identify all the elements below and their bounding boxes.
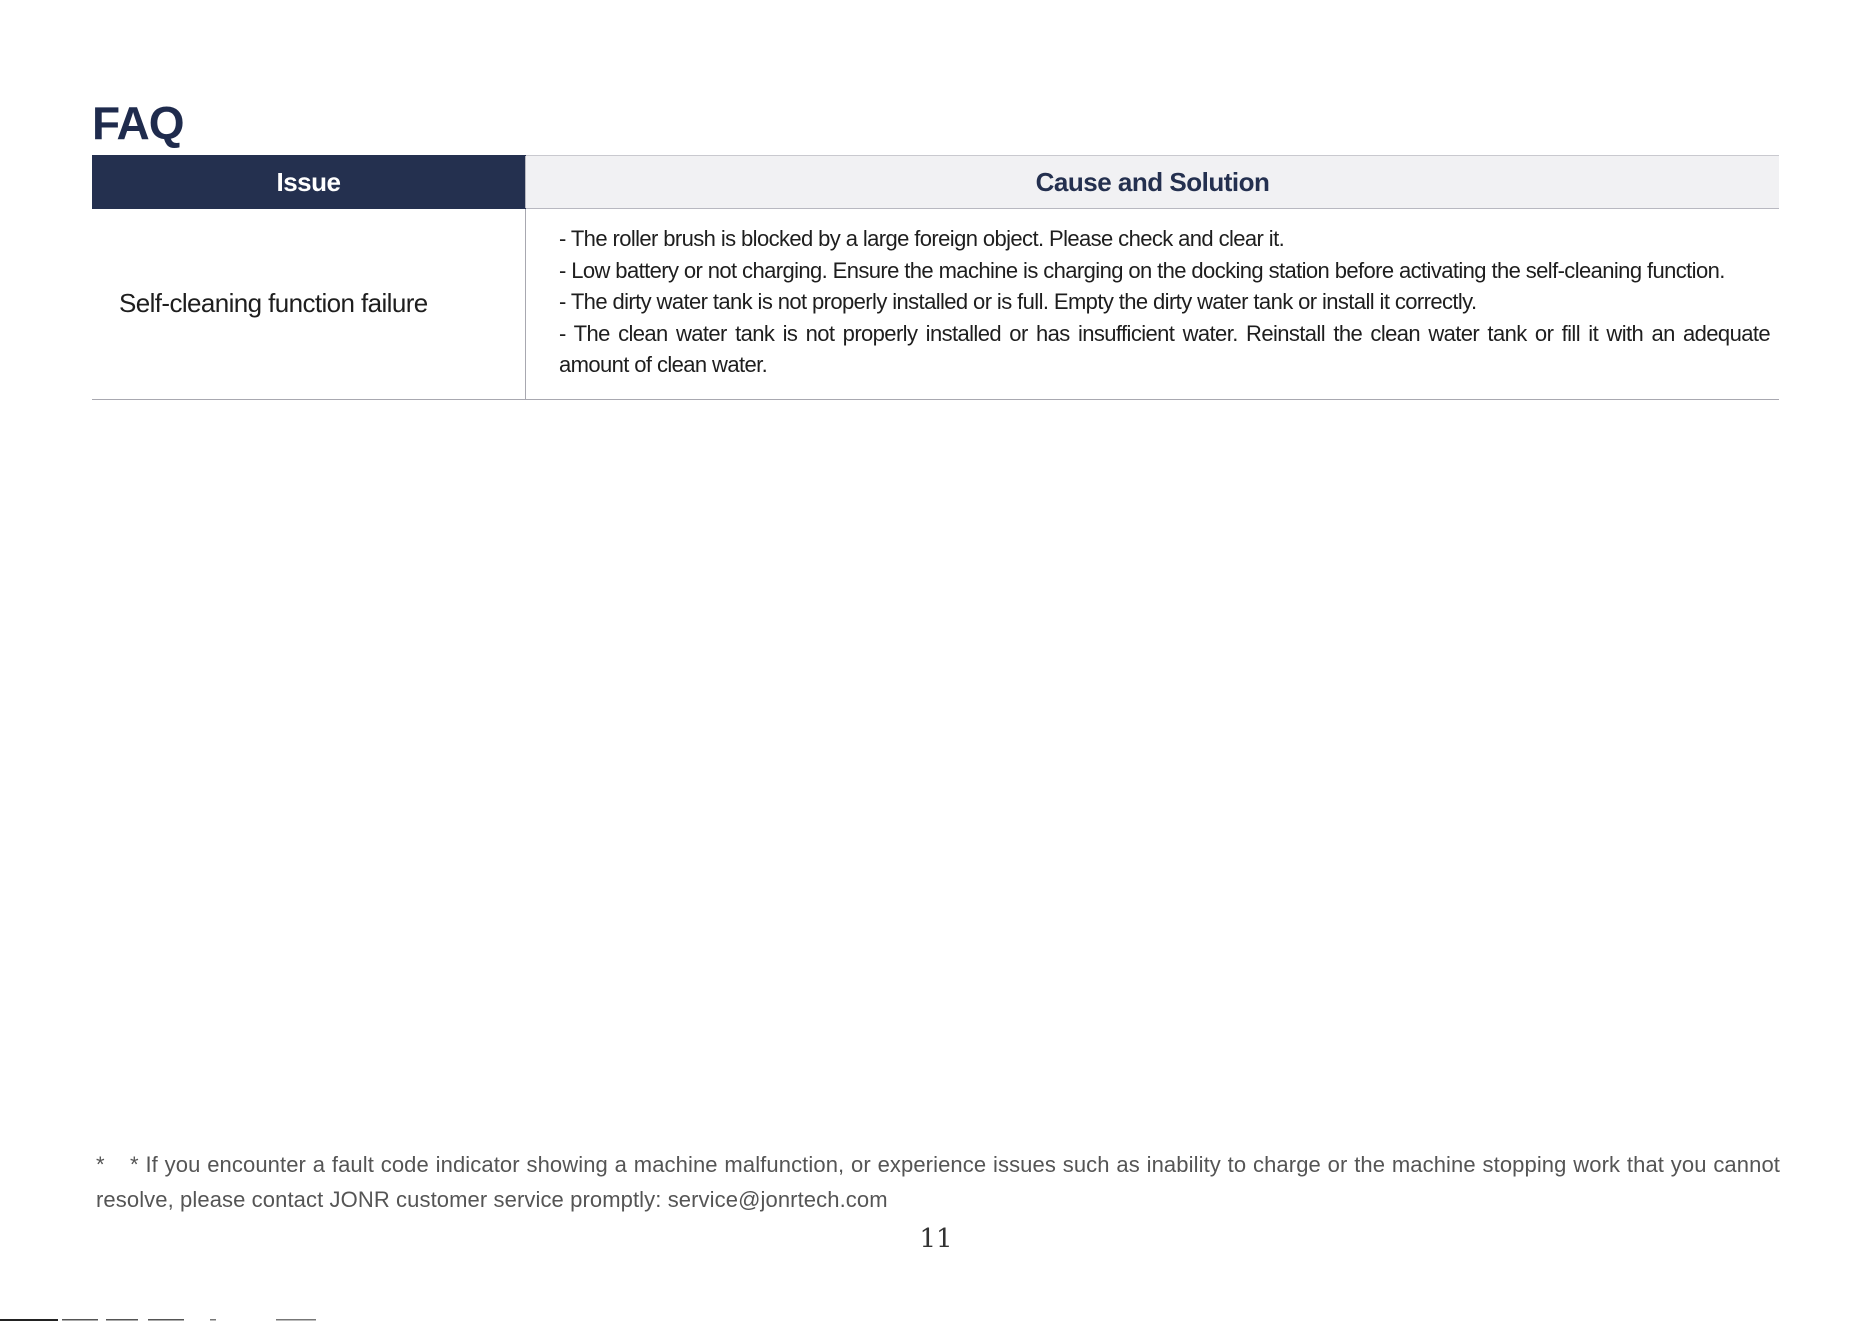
table-header-row [92,156,1779,209]
issue-cell: Self-cleaning function failure [92,209,526,400]
table-row [92,209,1779,400]
footnote-marker: * [96,1152,105,1177]
footnote [96,1147,1780,1217]
footnote-text: * If you encounter a fault code indicator showing a machine malfunction, or experience issues such as inability to charge or the machine stopping work that you cannot resolve, please contact JONR customer service promptly: service@jonrtech.com [96,1152,1780,1212]
cause-column-header: Cause and Solution [526,156,1780,209]
cause-item: - Low battery or not charging. Ensure the machine is charging on the docking station before activating the self-cleaning function. [559,257,1725,283]
faq-table [92,155,1779,400]
scan-artifact-marks [0,1318,320,1322]
cause-item: - The roller brush is blocked by a large foreign object. Please check and clear it. [559,226,1285,251]
cause-item: - The dirty water tank is not properly installed or is full. Empty the dirty water tank or install it correctly. [559,289,1477,314]
page-number: 11 [919,1224,953,1254]
cause-cell [526,209,1780,400]
page-title: FAQ [92,97,184,149]
issue-column-header: Issue [92,156,526,209]
cause-item: - The clean water tank is not properly installed or has insufficient water. Reinstall the clean water tank or fill it with an adequate amount of clean water. [559,320,1770,377]
